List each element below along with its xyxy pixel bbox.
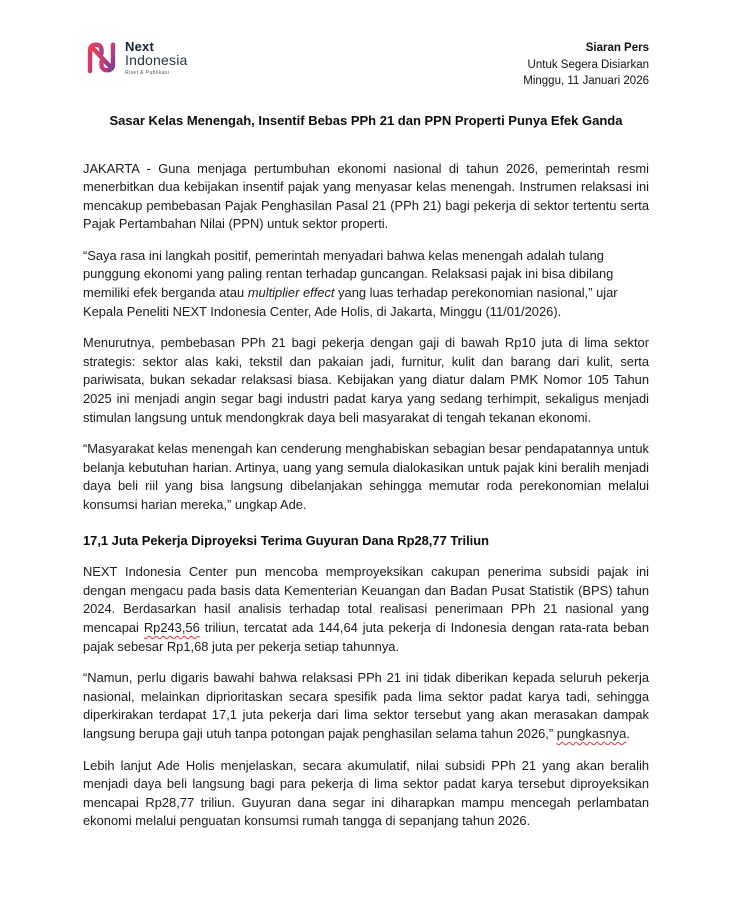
press-release-meta bbox=[523, 38, 649, 90]
text-segment: Menurutnya, pembebasan PPh 21 bagi pekerja dengan gaji di bawah Rp10 juta di lima sektor strategis: sektor alas kaki, tekstil dan pakaian jadi, furnitur, kulit dan barang dari kulit, serta pariwisata, bukan sekadar relaksasi biasa. Kebijakan yang diatur dalam PMK Nomor 105 Tahun 2025 ini menjadi angin segar bagi industri padat karya yang sedang terhimpit, sekaligus menjadi stimulan langsung untuk mendongkrak daya beli masyarakat di tengah tekanan ekonomi. bbox=[83, 335, 649, 425]
text-segment: triliun, tercatat ada 144,64 juta pekerja di Indonesia dengan rata-rata beban pajak sebesar Rp1,68 juta per pekerja setiap tahunnya. bbox=[83, 619, 649, 654]
text-segment: “Saya rasa ini langkah positif, pemerintah menyadari bahwa kelas menengah adalah tulang punggung ekonomi yang paling rentan terhadap guncangan. Relaksasi pajak ini bisa dibilang memiliki efek berganda atau bbox=[83, 247, 614, 301]
text-segment: NEXT Indonesia Center pun mencoba memproyeksikan cakupan penerima subsidi pajak ini dengan mengacu pada basis data Kementerian Keuangan dan Badan Pusat Statistik (BPS) tahun 2024. Berdasarkan hasil analisis terhadap total realisasi penerimaan PPh 21 nasional yang mencapai bbox=[83, 564, 649, 635]
text-segment-spellcheck: pungkasnya bbox=[556, 725, 627, 741]
press-release-instruction: Untuk Segera Disiarkan bbox=[527, 58, 649, 71]
page-title: Sasar Kelas Menengah, Insentif Bebas PPh 21 dan PPN Properti Punya Efek Ganda bbox=[109, 112, 623, 128]
text-segment: “Namun, perlu digaris bawahi bahwa relaksasi PPh 21 ini tidak diberikan kepada seluruh pekerja nasional, melainkan diprioritaskan secara spesifik pada lima sektor padat karya tadi, sehingga diperkirakan terdapat 17,1 juta pekerja dari lima sektor tersebut yang akan merasakan dampak langsung berupa gaji utuh tanpa potongan pajak penghasilan selama tahun 2026,” bbox=[83, 670, 649, 741]
paragraph bbox=[83, 669, 649, 743]
document-body bbox=[83, 160, 649, 831]
paragraph bbox=[83, 757, 649, 831]
text-segment: “Masyarakat kelas menengah kan cenderung menghabiskan sebagian besar pendapatannya untuk belanja kebutuhan harian. Artinya, uang yang semula dialokasikan untuk pajak kini beralih menjadi daya beli riil yang bisa langsung dibelanjakan sehingga memutar roda perekonomian melalui konsumsi harian mereka,” ungkap Ade. bbox=[83, 441, 649, 512]
paragraph bbox=[83, 440, 649, 514]
paragraph bbox=[83, 334, 649, 427]
logo-tagline: Riset & Publikasi bbox=[125, 70, 170, 76]
text-segment: Lebih lanjut Ade Holis menjelaskan, secara akumulatif, nilai subsidi PPh 21 yang akan beralih menjadi daya beli langsung bagi para pekerja di lima sektor padat karya tersebut diproyeksikan mencapai Rp28,77 triliun. Guyuran dana segar ini diharapkan mampu mencegah perlambatan ekonomi melalui penguatan konsumsi rumah tangga di sepanjang tahun 2026. bbox=[83, 757, 649, 829]
text-segment: 17,1 Juta Pekerja Diproyeksi Terima Guyuran Dana Rp28,77 Triliun bbox=[83, 532, 489, 548]
press-release-date: Minggu, 11 Januari 2026 bbox=[523, 75, 649, 87]
next-indonesia-logo-icon bbox=[83, 38, 120, 76]
text-segment-spellcheck: Rp243,56 bbox=[143, 619, 200, 635]
text-segment: . bbox=[626, 725, 630, 741]
logo-brand-bottom: Indonesia bbox=[125, 52, 188, 68]
text-segment-italic: multiplier effect bbox=[247, 285, 335, 301]
logo-brand-top: Next bbox=[125, 39, 154, 54]
paragraph bbox=[83, 160, 649, 234]
paragraph bbox=[83, 563, 649, 656]
paragraph bbox=[83, 247, 649, 321]
text-segment: JAKARTA - Guna menjaga pertumbuhan ekonomi nasional di tahun 2026, pemerintah resmi menerbitkan dua kebijakan insentif pajak yang menyasar kelas menengah. Instrumen relaksasi ini mencakup pembebasan Pajak Penghasilan Pasal 21 (PPh 21) bagi pekerja di sektor tertentu serta Pajak Pertambahan Nilai (PPN) untuk sektor properti. bbox=[83, 160, 649, 232]
logo-wordmark bbox=[125, 38, 188, 76]
text-segment: yang luas terhadap perekonomian nasional,” ujar Kepala Peneliti NEXT Indonesia Center, Ade Holis, di Jakarta, Minggu (11/01/2026). bbox=[83, 285, 618, 319]
page-header bbox=[83, 38, 649, 90]
subheading bbox=[83, 532, 649, 551]
next-indonesia-logo bbox=[83, 38, 188, 76]
press-release-label: Siaran Pers bbox=[585, 42, 649, 54]
